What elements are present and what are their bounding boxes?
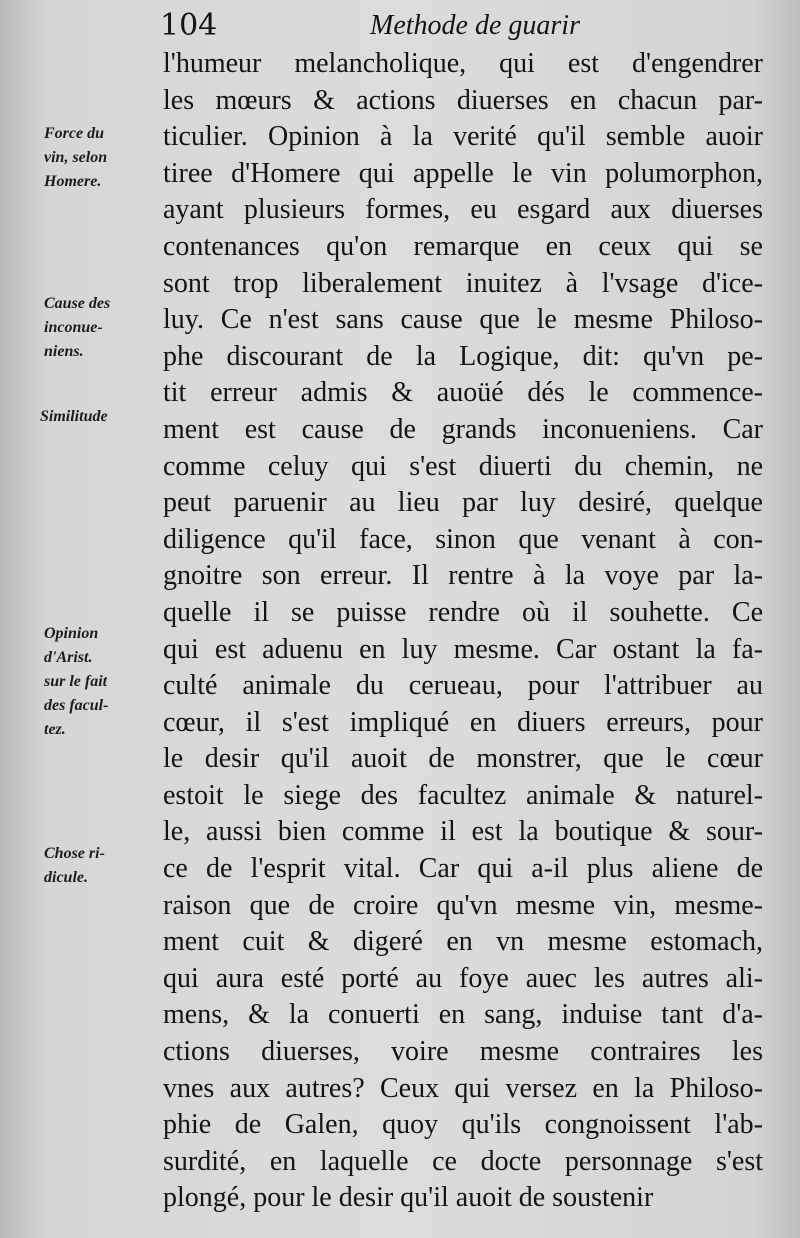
text-line: l'humeur melancholique, qui est d'engendrer — [163, 48, 763, 79]
text-line: le, aussi bien comme il est la boutique & sour- — [163, 816, 763, 848]
text-line: culté animale du cerueau, pour l'attribuer au — [163, 670, 763, 702]
margin-note-opinion-darist — [44, 622, 162, 742]
margin-note-line: Homere. — [44, 173, 102, 190]
margin-note-line: vin, selon — [44, 149, 108, 166]
page-number: 104 — [160, 8, 218, 43]
text-line: comme celuy qui s'est diuerti du chemin, ne — [163, 450, 763, 482]
text-line: surdité, en laquelle ce docte personnage s'est — [163, 1145, 763, 1177]
text-line: ment cuit & digeré en vn mesme estomach, — [163, 926, 763, 958]
margin-note-line: Force du — [44, 125, 104, 142]
text-line: plongé, pour le desir qu'il auoit de soustenir — [163, 1182, 654, 1214]
text-line: diligence qu'il face, sinon que venant à con- — [163, 523, 763, 555]
margin-note-line: des facul- — [44, 697, 109, 714]
text-line: vnes aux autres? Ceux qui versez en la Philoso- — [163, 1072, 763, 1104]
text-line: ticulier. Opinion à la verité qu'il semble auoir — [163, 121, 763, 153]
text-line: ment est cause de grands inconueniens. Car — [163, 413, 763, 445]
margin-note-line: Cause des — [44, 295, 111, 312]
text-line: sont trop liberalement inuitez à l'vsage d'ice- — [163, 267, 763, 299]
margin-note-line: sur le fait — [44, 673, 108, 690]
text-line: les mœurs & actions diuerses en chacun par- — [163, 84, 763, 116]
text-line: le desir qu'il auoit de monstrer, que le cœur — [163, 743, 763, 775]
text-line: mens, & la conuerti en sang, induise tant d'a- — [163, 999, 763, 1031]
margin-note-line: Similitude — [40, 408, 108, 425]
text-line: ce de l'esprit vital. Car qui a-il plus aliene de — [163, 853, 763, 885]
page-header — [160, 8, 780, 48]
margin-note-line: tez. — [44, 721, 66, 738]
margin-note-force-du-vin — [44, 122, 162, 194]
margin-note-chose-ridicule — [44, 842, 162, 890]
text-line: tit erreur admis & auoüé dés le commence- — [163, 377, 763, 409]
text-line: estoit le siege des facultez animale & naturel- — [163, 779, 763, 811]
margin-note-line: Opinion — [44, 625, 99, 642]
text-line: raison que de croire qu'vn mesme vin, mesme- — [163, 889, 763, 921]
text-line: tiree d'Homere qui appelle le vin polumorphon, — [163, 157, 763, 189]
margin-note-cause-des-inconueniens — [44, 292, 162, 364]
margin-notes — [0, 0, 160, 1238]
text-line: gnoitre son erreur. Il rentre à la voye par la- — [163, 560, 763, 592]
text-line: peut paruenir au lieu par luy desiré, quelque — [163, 487, 763, 519]
text-line: cœur, il s'est impliqué en diuers erreurs, pour — [163, 706, 763, 738]
body-text — [163, 46, 763, 1217]
text-line: qui aura esté porté au foye auec les autres ali- — [163, 962, 763, 994]
margin-note-line: Chose ri- — [44, 845, 105, 862]
margin-note-line: dicule. — [44, 869, 88, 886]
running-title: Methode de guarir — [370, 10, 580, 41]
text-line: ctions diuerses, voire mesme contraires les — [163, 1036, 763, 1068]
text-line: ayant plusieurs formes, eu esgard aux diuerses — [163, 194, 763, 226]
text-line: qui est aduenu en luy mesme. Car ostant la fa- — [163, 633, 763, 665]
margin-note-line: inconue- — [44, 319, 103, 336]
text-line: quelle il se puisse rendre où il souhette. Ce — [163, 596, 763, 628]
text-line: luy. Ce n'est sans cause que le mesme Philoso- — [163, 304, 763, 336]
margin-note-line: d'Arist. — [44, 649, 93, 666]
text-line: phe discourant de la Logique, dit: qu'vn pe- — [163, 340, 763, 372]
text-line: contenances qu'on remarque en ceux qui se — [163, 230, 763, 262]
margin-note-line: niens. — [44, 343, 84, 360]
margin-note-similitude — [40, 405, 158, 429]
text-line: phie de Galen, quoy qu'ils congnoissent l'ab- — [163, 1109, 763, 1141]
